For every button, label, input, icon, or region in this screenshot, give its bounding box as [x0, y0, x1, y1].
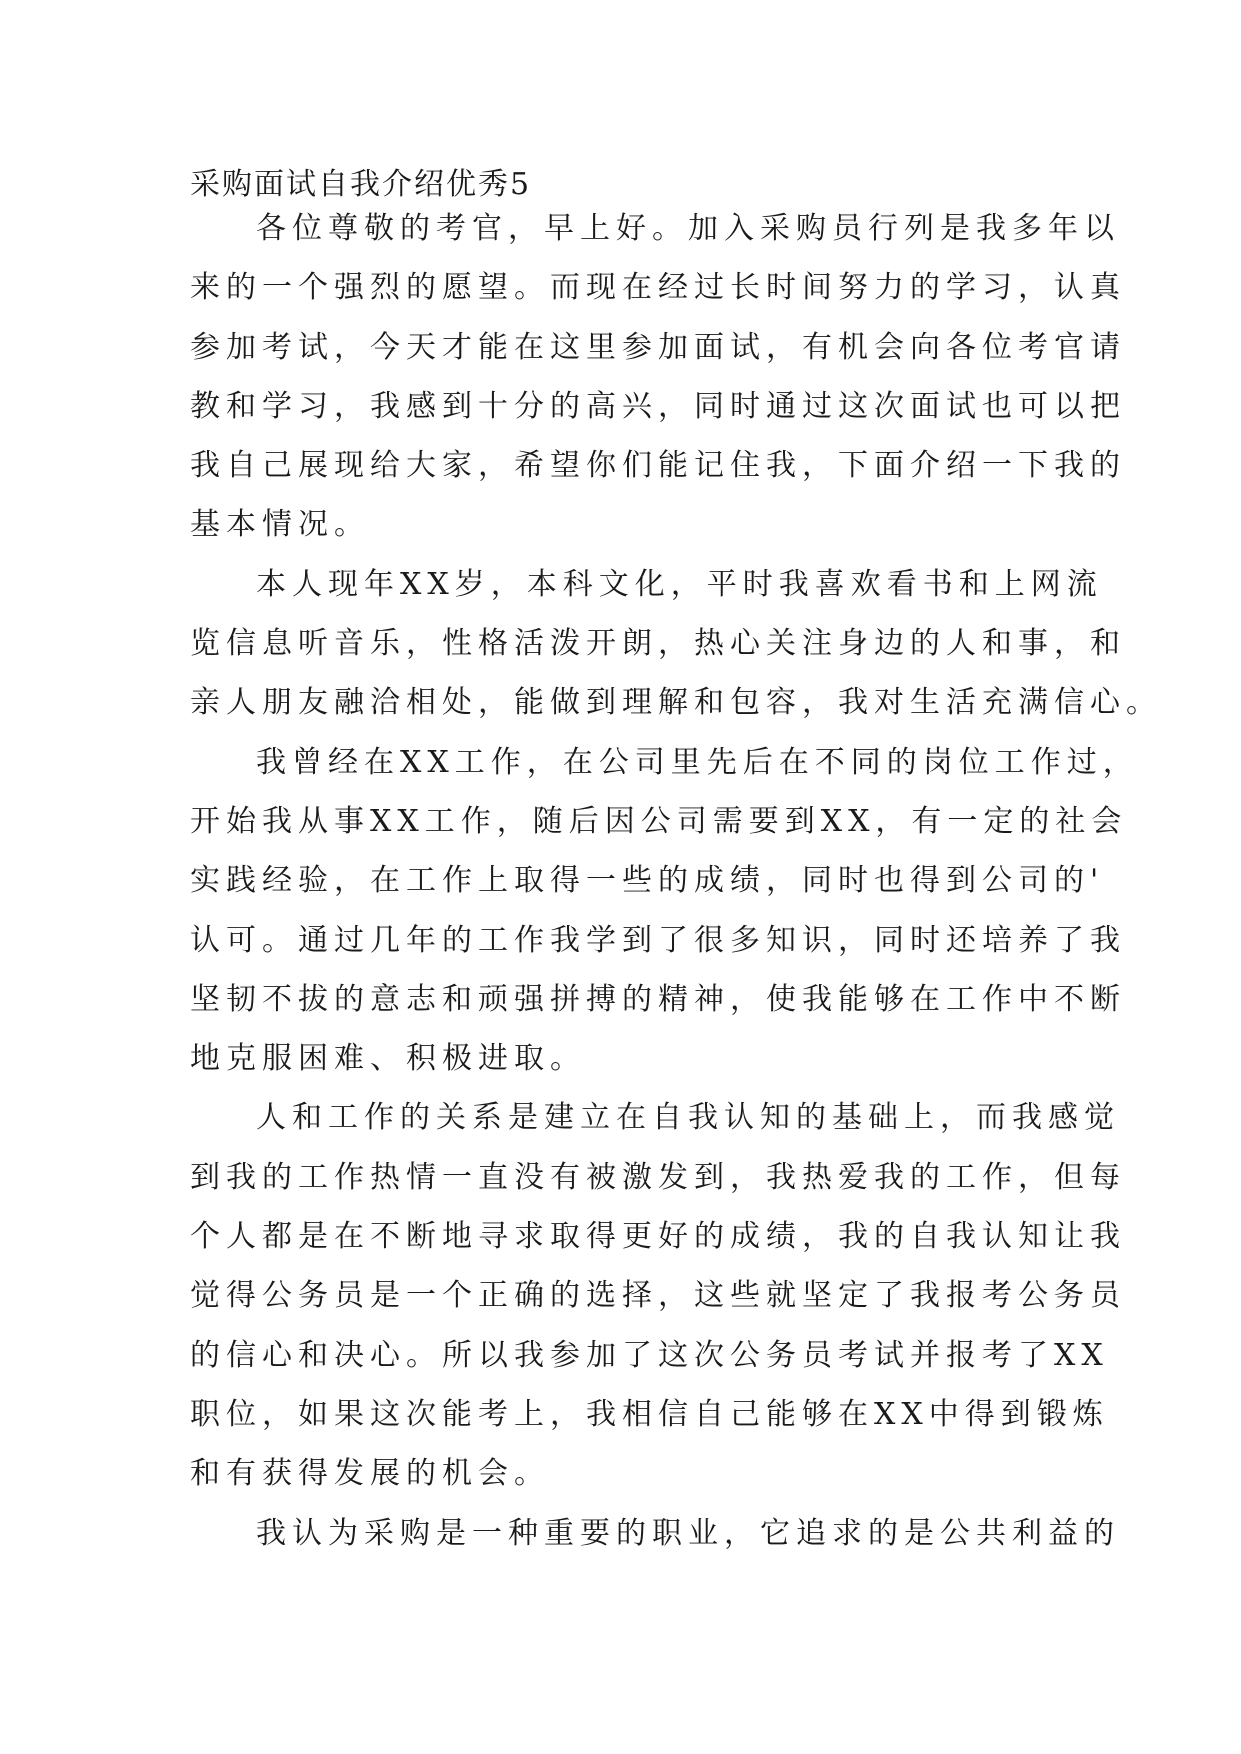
paragraph-greeting — [190, 199, 1126, 555]
paragraph-personal-info — [190, 555, 1162, 733]
text-line: 览信息听音乐，性格活泼开朗，热心关注身边的人和事，和 — [190, 626, 1126, 662]
text-line: 参加考试，今天才能在这里参加面试，有机会向各位考官请 — [190, 329, 1126, 365]
paragraph-motivation — [190, 1088, 1126, 1503]
text-line: 各位尊敬的考官，早上好。加入采购员行列是我多年以 — [256, 211, 1120, 246]
document-body — [190, 199, 1162, 1563]
text-line: 我自己展现给大家，希望你们能记住我，下面介绍一下我的 — [190, 448, 1126, 484]
text-line: 开始我从事XX工作，随后因公司需要到XX，有一定的社会 — [190, 803, 1128, 839]
text-line: 我曾经在XX工作，在公司里先后在不同的岗位工作过， — [256, 744, 1139, 780]
text-line: 职位，如果这次能考上，我相信自己能够在XX中得到锻炼 — [190, 1396, 1109, 1432]
text-line: 来的一个强烈的愿望。而现在经过长时间努力的学习，认真 — [190, 270, 1126, 306]
text-line: 的信心和决心。所以我参加了这次公务员考试并报考了XX — [190, 1337, 1109, 1373]
text-line: 人和工作的关系是建立在自我认知的基础上，而我感觉 — [256, 1100, 1120, 1136]
paragraph-work-experience — [190, 733, 1139, 1089]
text-line: 地克服困难、积极进取。 — [190, 1041, 586, 1077]
text-line: 认可。通过几年的工作我学到了很多知识，同时还培养了我 — [190, 922, 1126, 958]
text-line: 到我的工作热情一直没有被激发到，我热爱我的工作，但每 — [190, 1159, 1126, 1195]
text-line: 觉得公务员是一个正确的选择，这些就坚定了我报考公务员 — [190, 1278, 1126, 1314]
text-line: 本人现年XX岁，本科文化，平时我喜欢看书和上网流 — [256, 566, 1103, 602]
text-line: 基本情况。 — [190, 507, 370, 543]
paragraph-procurement-view — [190, 1504, 1120, 1563]
text-line: 坚韧不拔的意志和顽强拼搏的精神，使我能够在工作中不断 — [190, 981, 1126, 1017]
text-line: 个人都是在不断地寻求取得更好的成绩，我的自我认知让我 — [190, 1219, 1126, 1255]
text-line: 实践经验，在工作上取得一些的成绩，同时也得到公司的' — [190, 863, 1105, 899]
text-line: 教和学习，我感到十分的高兴，同时通过这次面试也可以把 — [190, 388, 1126, 424]
document-title: 采购面试自我介绍优秀5 — [190, 167, 532, 202]
text-line: 我认为采购是一种重要的职业，它追求的是公共利益的 — [256, 1515, 1120, 1551]
text-line: 亲人朋友融洽相处，能做到理解和包容，我对生活充满信心。 — [190, 685, 1162, 721]
text-line: 和有获得发展的机会。 — [190, 1456, 550, 1492]
